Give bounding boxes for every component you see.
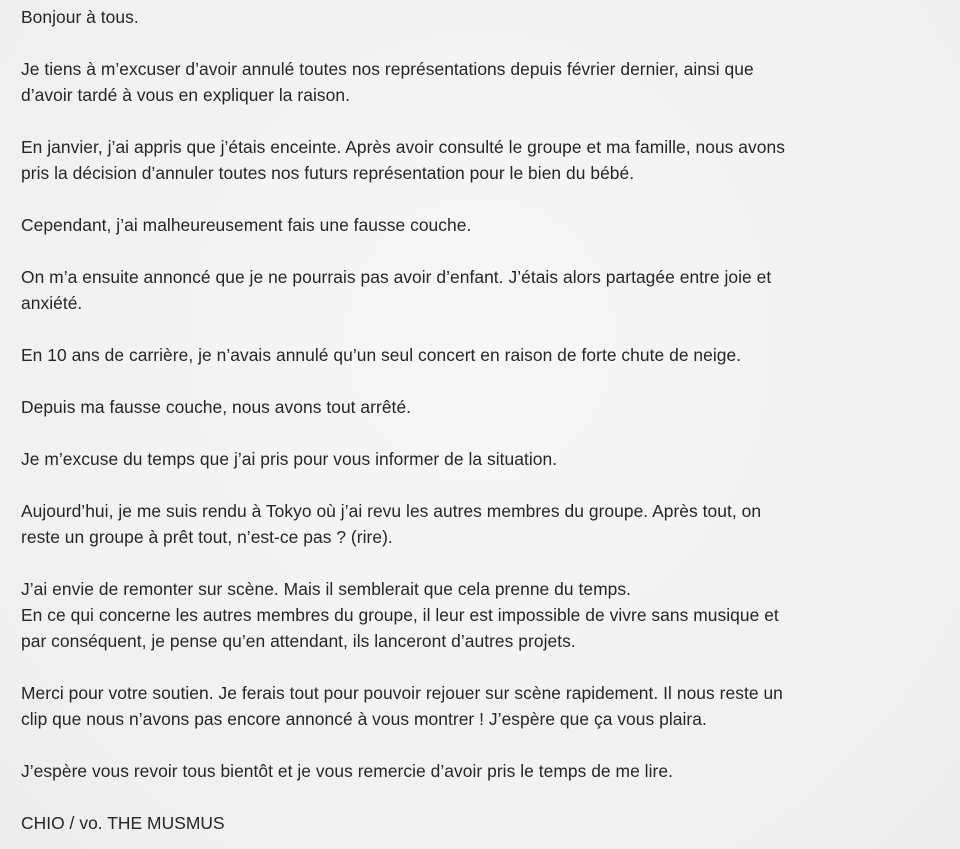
paragraph-stage: J’ai envie de remonter sur scène. Mais il semblerait que cela prenne du temps. En ce qui concerne les autres membres du groupe, il leur est impossible de vivre sans musique et par conséquent, je pense qu’en attendant, ils lanceront d’autres projets.: [21, 579, 779, 651]
paragraph-thanks: Merci pour votre soutien. Je ferais tout pour pouvoir rejouer sur scène rapidement. Il nous reste un clip que nous n’avons pas encore annoncé à vous montrer ! J’espère que ça vous plaira.: [21, 683, 783, 729]
signature: CHIO / vo. THE MUSMUS: [21, 813, 225, 833]
paragraph-pregnancy: En janvier, j’ai appris que j’étais enceinte. Après avoir consulté le groupe et ma famille, nous avons pris la décision d’annuler toutes nos futurs représentation pour le bien du bébé.: [21, 137, 785, 183]
paragraph-tokyo: Aujourd’hui, je me suis rendu à Tokyo où j’ai revu les autres membres du groupe. Après tout, on reste un groupe à prêt tout, n’est-ce pas ? (rire).: [21, 501, 762, 547]
paragraph-closing: J’espère vous revoir tous bientôt et je vous remercie d’avoir pris le temps de me lire.: [21, 761, 673, 781]
paragraph-stopped: Depuis ma fausse couche, nous avons tout arrêté.: [21, 397, 412, 417]
letter-body: [21, 4, 946, 836]
paragraph-career: En 10 ans de carrière, je n’avais annulé qu’un seul concert en raison de forte chute de neige.: [21, 345, 742, 365]
paragraph-apology: Je tiens à m’excuser d’avoir annulé toutes nos représentations depuis février dernier, ainsi que d’avoir tardé à vous en expliquer la raison.: [21, 59, 754, 105]
greeting: Bonjour à tous.: [21, 7, 139, 27]
paragraph-no-children: On m’a ensuite annoncé que je ne pourrais pas avoir d’enfant. J’étais alors partagée entre joie et anxiété.: [21, 267, 772, 313]
paragraph-miscarriage: Cependant, j’ai malheureusement fais une fausse couche.: [21, 215, 472, 235]
paragraph-excuse: Je m’excuse du temps que j’ai pris pour vous informer de la situation.: [21, 449, 558, 469]
